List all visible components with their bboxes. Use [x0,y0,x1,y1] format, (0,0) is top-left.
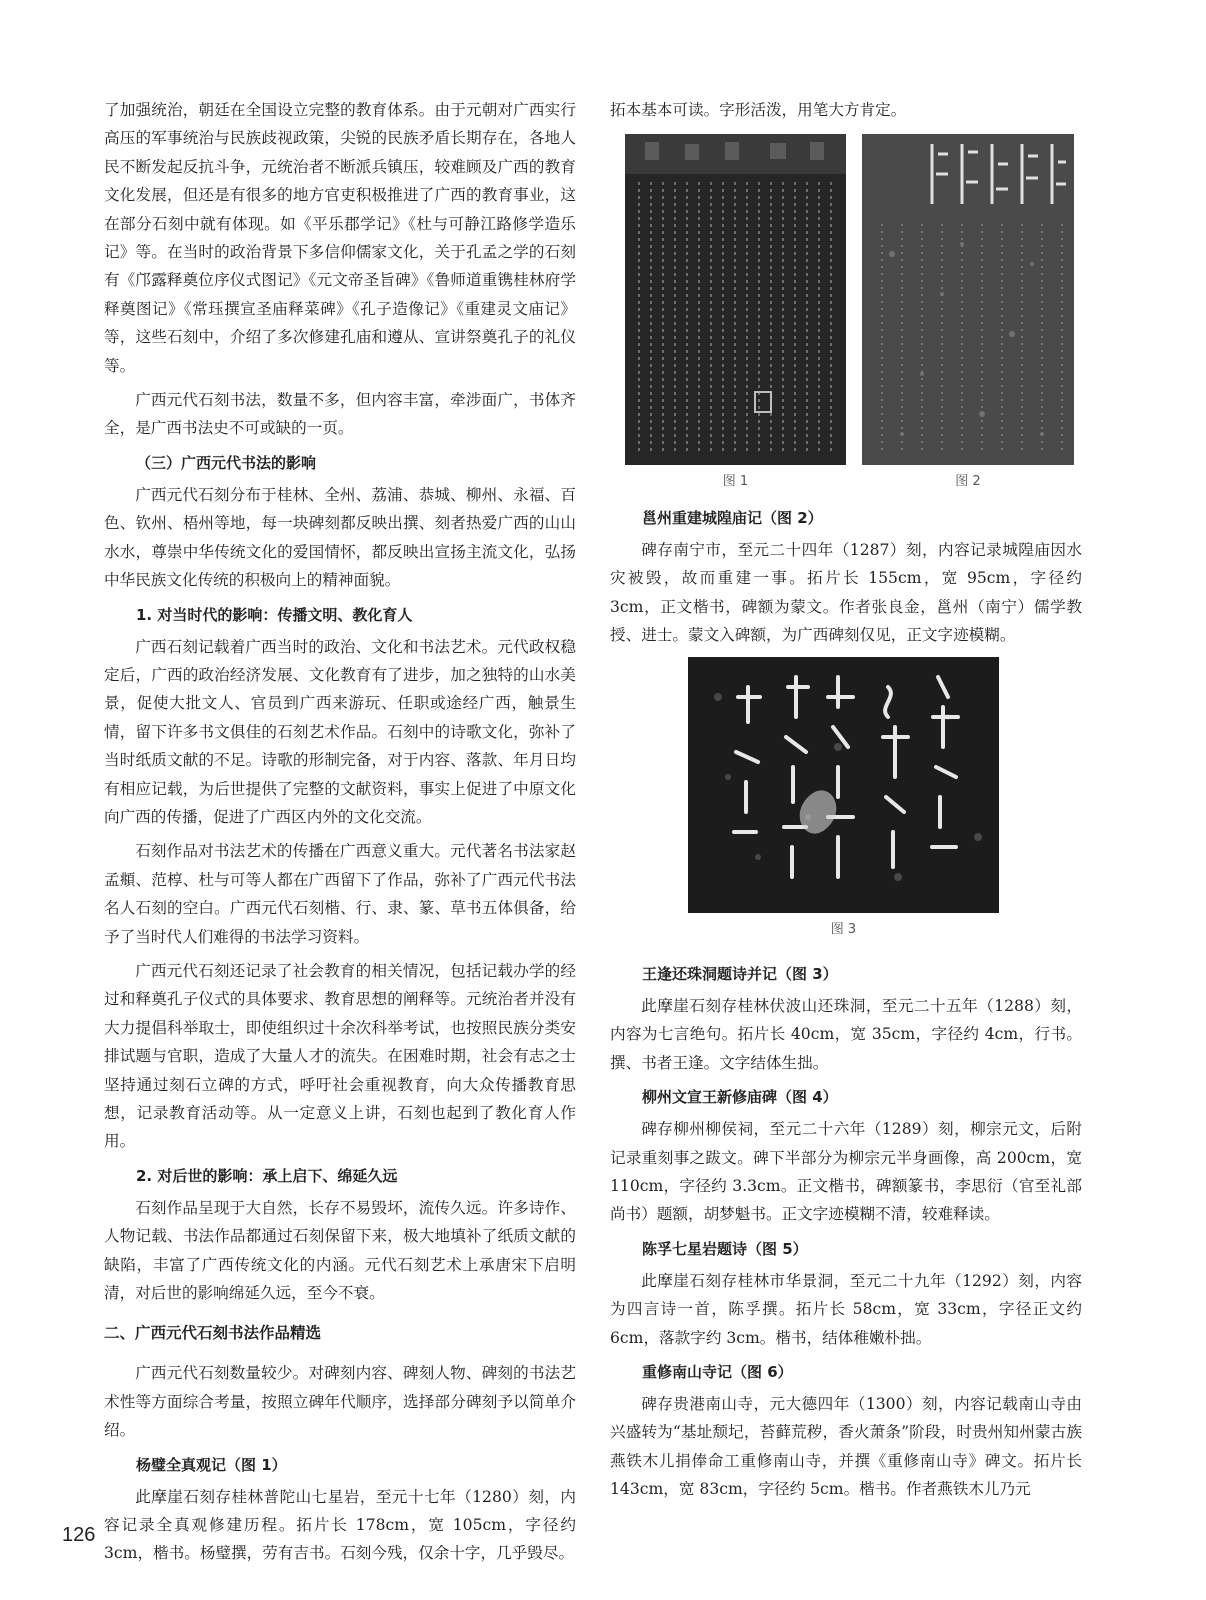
right-column-middle [610,504,1082,656]
rock-inscription-image [688,657,999,913]
figure-2-caption: 图 2 [955,474,981,489]
paragraph: 石刻作品呈现于大自然，长存不易毁坏，流传久远。许多诗作、人物记载、书法作品都通过石刻保留下来，极大地填补了纸质文献的缺陷，丰富了广西传统文化的内涵。元代石刻艺术上承唐宋下启明清，对后世的影响绵延久远，至今不衰。 [104,1198,576,1303]
paragraph: 碑存柳州柳侯祠，至元二十六年（1289）刻，柳宗元文，后附记录重刻事之跋文。碑下半部分为柳宗元半身画像，高 200cm，宽 110cm，字径约 3.3cm。正文楷书，碑额篆书，李思衍（官至礼部尚书）题额，胡梦魁书。正文字迹模糊不清，较难释读。 [610,1120,1082,1224]
entry-heading: 杨璧全真观记（图 1） [136,1455,287,1474]
subsection-heading: 2. 对后世的影响：承上启下、绵延久远 [136,1166,398,1185]
paragraph: 广西元代石刻数量较少。对碑刻内容、碑刻人物、碑刻的书法艺术性等方面综合考量，按照立碑年代顺序，选择部分碑刻予以简单介绍。 [104,1364,576,1440]
entry-heading: 柳州文宣王新修庙碑（图 4） [642,1088,838,1107]
subsection-heading: 1. 对当时代的影响：传播文明、教化育人 [136,605,413,624]
left-column [104,96,576,1574]
paragraph: 石刻作品对书法艺术的传播在广西意义重大。元代著名书法家赵孟頫、范椁、杜与可等人都在广西留下了作品，弥补了广西元代书法名人石刻的空白。广西元代石刻楷、行、隶、篆、草书五体俱备，给予了当时代人们难得的书法学习资料。 [104,842,576,946]
paragraph: 碑存贵港南山寺，元大德四年（1300）刻，内容记载南山寺由兴盛转为“基址颓圮，苔藓荒秽，香火萧条”阶段，时贵州知州蒙古族燕铁木儿捐俸命工重修南山寺，并撰《重修南山寺》碑文。拓片长 143cm，宽 83cm，字径约 5cm。楷书。作者燕铁木儿乃元 [610,1395,1082,1499]
entry-heading: 邕州重建城隍庙记（图 2） [642,509,823,527]
figure-2-rubbing [862,134,1074,465]
figure-3-caption: 图 3 [830,922,857,937]
subsection-heading: （三）广西元代书法的影响 [136,453,317,472]
right-column-lower [610,960,1082,1510]
paragraph: 广西元代石刻书法，数量不多，但内容丰富，牵涉面广，书体齐全，是广西书法史不可或缺的一页。 [104,391,576,438]
paragraph: 广西元代石刻分布于桂林、全州、荔浦、恭城、柳州、永福、百色、钦州、梧州等地，每一块碑刻都反映出撰、刻者热爱广西的山山水水，尊崇中华传统文化的爱国情怀，都反映出宣扬主流文化，弘扬中华民族文化传统的积极向上的精神面貌。 [104,485,576,590]
entry-heading: 重修南山寺记（图 6） [642,1363,793,1382]
entry-heading: 陈孚七星岩题诗（图 5） [642,1239,808,1258]
paragraph: 此摩崖石刻存桂林普陀山七星岩，至元十七年（1280）刻，内容记录全真观修建历程。拓片长 178cm，宽 105cm，字径约 3cm，楷书。杨璧撰，劳有吉书。石刻今残，仅余十字，几乎毁尽。 [104,1487,576,1563]
paragraph: 了加强统治，朝廷在全国设立完整的教育体系。由于元朝对广西实行高压的军事统治与民族歧视政策，尖锐的民族矛盾长期存在，各地人民不断发起反抗斗争，元统治者不断派兵镇压，较难顾及广西的教育文化发展，但还是有很多的地方官吏积极推进了广西的教育事业，这在部分石刻中就有体现。如《平乐郡学记》《杜与可静江路修学造乐记》等。在当时的政治背景下多信仰儒家文化，关于孔孟之学的石刻有《邝露释奠位序仪式图记》《元文帝圣旨碑》《鲁师道重镌桂林府学释奠图记》《常珏撰宣圣庙释菜碑》《孔子造像记》《重建灵文庙记》等，这些石刻中，介绍了多次修建孔庙和遵从、宣讲祭奠孔子的礼仪等。 [104,101,576,375]
figure-1-rubbing [625,134,846,465]
page-number: 126 [62,1524,96,1546]
entry-heading: 王逢还珠洞题诗并记（图 3） [642,965,838,983]
section-heading: 二、广西元代石刻书法作品精选 [104,1324,322,1343]
stele-rubbing-image [862,134,1074,465]
paragraph: 拓本基本可读。字形活泼，用笔大方肯定。 [610,101,907,119]
figure-1-caption: 图 1 [722,474,749,489]
paragraph: 此摩崖石刻存桂林市华景洞，至元二十九年（1292）刻，内容为四言诗一首，陈孚撰。拓片长 58cm，宽 33cm，字径正文约 6cm，落款字约 3cm。楷书，结体稚嫩朴拙。 [610,1271,1082,1347]
figure-3-rubbing [688,657,999,913]
paragraph: 此摩崖石刻存桂林伏波山还珠洞，至元二十五年（1288）刻，内容为七言绝句。拓片长 40cm，宽 35cm，字径约 4cm，行书。撰、书者王逢。文字结体生拙。 [610,997,1082,1072]
paragraph: 广西石刻记载着广西当时的政治、文化和书法艺术。元代政权稳定后，广西的政治经济发展、文化教育有了进步，加之独特的山水美景，促使大批文人、官员到广西来游玩、任职或途经广西，触景生情，留下许多书文俱佳的石刻艺术作品。石刻中的诗歌文化，弥补了当时纸质文献的不足。诗歌的形制完备，对于内容、落款、年月日均有相应记载，为后世提供了完整的文献资料，事实上促进了中原文化向广西的传播，促进了广西区内外的文化交流。 [104,637,576,826]
paragraph: 广西元代石刻还记录了社会教育的相关情况，包括记载办学的经过和释奠孔子仪式的具体要求、教育思想的阐释等。元统治者并没有大力提倡科举取士，即使组织过十余次科举考试，也按照民族分类安排试题与官职，造成了大量人才的流失。在困难时期，社会有志之士坚持通过刻石立碑的方式，呼吁社会重视教育，向大众传播教育思想，记录教育活动等。从一定意义上讲，石刻也起到了教化育人作用。 [104,961,576,1151]
paragraph: 碑存南宁市，至元二十四年（1287）刻，内容记录城隍庙因水灾被毁，故而重建一事。拓片长 155cm，宽 95cm，字径约 3cm，正文楷书，碑额为蒙文。作者张良金，邕州（南宁）儒学教授、进士。蒙文入碑额，为广西碑刻仅见，正文字迹模糊。 [610,541,1082,645]
right-column-top [610,96,1082,130]
stele-rubbing-image [625,134,846,465]
